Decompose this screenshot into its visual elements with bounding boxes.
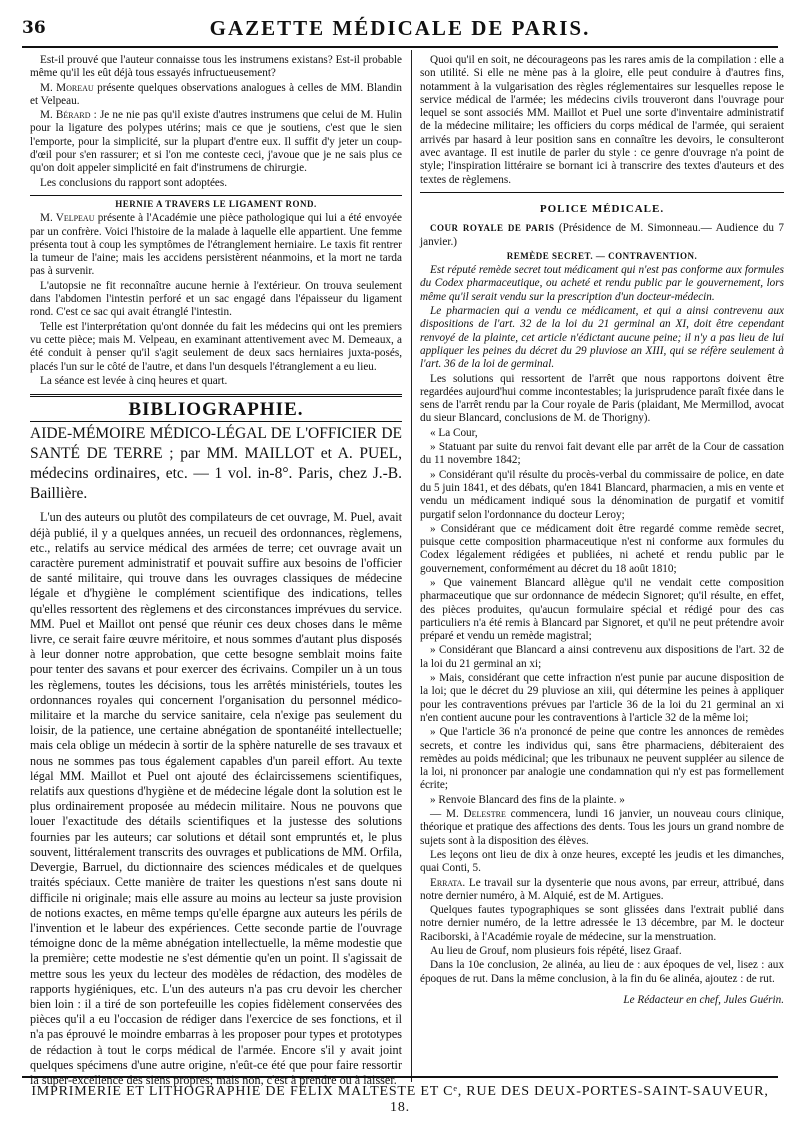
paragraph: » Mais, considérant que cette infraction n'est punie par aucune disposition de la loi; que le décret du 29 pluviose an xiii, qui détermine les peines à appliquer pour les contraventions prévues par l'article 36 de la loi du 21 germinal an xi n'en contient aucune pour les contraventions à l'article 32 de la même loi;	[420, 672, 784, 724]
paragraph: Au lieu de Grouf, nom plusieurs fois répété, lisez Graaf.	[430, 945, 682, 957]
section-divider	[30, 421, 402, 422]
paragraph	[30, 212, 402, 278]
paragraph	[30, 82, 402, 109]
column-divider	[411, 50, 412, 1082]
left-column	[30, 54, 403, 1087]
paragraph-text: présente quelques observations analogues à celles de MM. Blandin et Velpeau.	[30, 81, 403, 107]
editor-signature: Le Rédacteur en chef, Jules Guérin.	[623, 993, 784, 1006]
paragraph: » Que vainement Blancard allègue qu'il ne vendait cette composition pharmaceutique que sur ordonnance de médecin Signoret; qu'il résulte, en effet, des pièces produites, qu'aucun formulaire spécial et rédigé pour des cas particuliers n'a été remis à Blancard par Signoret, et qu'il ne peut prétendre avoir préparé et vendu un remède magistral;	[420, 576, 784, 643]
section-divider	[30, 195, 402, 196]
paragraph: » Renvoie Blancard des fins de la plainte. »	[430, 793, 625, 806]
paragraph-text: (Présidence de M. Simonneau.— Audience du 7 janvier.)	[420, 222, 784, 248]
paragraph: Les leçons ont lieu de dix à onze heures, excepté les jeudis et les dimanches, quai Conti, 5.	[420, 848, 784, 875]
page-header	[22, 14, 778, 44]
section-divider	[420, 192, 784, 193]
section-subheading: HERNIE A TRAVERS LE LIGAMENT ROND.	[115, 198, 317, 209]
section-heading: POLICE MÉDICALE.	[539, 202, 665, 215]
paragraph: Les conclusions du rapport sont adoptées.	[40, 176, 228, 189]
paragraph: » Statuant par suite du renvoi fait devant elle par arrêt de la Cour de cassation du 11 novembre 1842;	[420, 441, 784, 467]
header-rule	[22, 46, 778, 48]
paragraph: » Considérant que Blancard a ainsi contrevenu aux dispositions de l'art. 32 de la loi du 21 germinal an xi;	[420, 644, 784, 670]
speaker-name: M. Velpeau	[40, 212, 95, 225]
paragraph: Quoi qu'il en soit, ne décourageons pas les rares amis de la compilation : elle a son utilité. Si elle ne mène pas à la gloire, elle peut conduire à d'autres fins, notamment à la vulgarisation des règles réglementaires sur lesquelles repose le service médical de l'armée; les médecins civils trouveront dans l'ouvrage pour lequel se sont associés MM. Maillot et Puel une sorte d'inventaire administratif de la médecine militaire; les officiers du corps médical de l'armée, qui seraient arrivés par hasard à leur position sans en connaître les devoirs, le consulteront avec avantage. Il est inutile de parler du style : ce genre d'ouvrage n'a point de style; l'inspiration littéraire se bornant ici à transcrire des textes d'auteurs et des textes de règlemens.	[420, 54, 784, 186]
paragraph: » Considérant qu'il résulte du procès-verbal du commissaire de police, en date du 5 juin 1841, et des débats, qu'en 1841 Blancard, pharmacien, a mis en vente et vendu un médicament indiqué sous la dénomination de purgatif et vomitif purgatif selon l'ordonnance du docteur Leroy;	[420, 468, 784, 521]
errata-label: Errata.	[430, 876, 466, 889]
speaker-name: M. Bérard	[40, 109, 91, 122]
paragraph: Quelques fautes typographiques se sont glissées dans l'extrait publié dans notre dernier numéro, de la lettre adressée le 13 décembre, par M. le docteur Raciborski, à l'Académie royale de médecine, sur la menstruation.	[420, 904, 784, 943]
book-review-text: L'un des auteurs ou plutôt des compilateurs de cet ouvrage, M. Puel, avait déjà publié, il y a quelques années, un recueil des ordonnances, règlemens, etc., relatifs au service médical des armées de terre; cet ouvrage avait un caractère purement administratif et pouvait suffire aux besoins de l'officier de santé militaire, qui trouve dans les ouvrages classiques de médecine légale et d'hygiène le complément scientifique des indications, telles qu'elles ressortent des règlemens et des circonstances imprévues du service. MM. Puel et Maillot ont pensé que réunir ces deux choses dans le même livre, ce serait faire œuvre méritoire, et nous sommes d'autant plus disposés à leur donner notre approbation, que cette besogne semblait moins faite pour tenter des savans et pour exercer des écrivains. Compiler un à un tous les règlemens, toutes les décisions, tous les arrêtés ministériels, toutes les ordonnances royales qui concernent l'organisation du personnel médico-militaire et la marche du service sanitaire, cela n'exige pas seulement du loisir, de la patience, une certaine abnégation de spontanéité intellectuelle; mais cela oblige un médecin à sortir de la sphère naturelle de ses travaux et nous ne sommes pas tous également capables d'un pareil effort. Au texte légal MM. Maillot et Puel ont ajouté des éclaircissemens scientifiques, relatifs aux questions d'hygiène et de médecine légale dont la solution est le plus ordinairement proposée au médecin militaire. Nous ne pouvons que louer l'exactitude des détails scientifiques et la justesse des solutions fournies par les auteurs; car solutions et détail sont empruntés et, le plus souvent, littéralement transcrits des ouvrages et publications de MM. Orfila, Devergie, Barruel, du dictionnaire des sciences médicales et de quelques traités spéciaux. Cette manière de traiter les questions n'est sans doute ni difficile ni originale; mais elle assure au moins au lecteur sa juste provision de notions exactes, en même temps qu'elle épargne aux auteurs les périls de l'invention et le labeur des expériences. Cette seconde partie de l'ouvrage témoigne donc de la même abnégation intellectuelle, la même modestie que la première; cette modestie ne s'est démentie qu'en un point. Il s'agissait de mettre sous les yeux du lecteur des modèles de rédaction, des modèles de rapports hygiéniques, etc. L'un des auteurs n'a pas cru devoir les chercher bien loin : il a tiré de son portefeuille les copies fidèlement conservées des pièces qu'il a eu l'occasion de rédiger dans l'exercice de ses fonctions, et il n'a pas éprouvé le moindre embarras à les proposer pour types et prototypes de rédaction à tout le corps médical de l'armée. Encore s'il y avait joint quelques spécimens d'une autre origine, n'eût-ce été que pour faire ressortir la super-excellence des siens propres; mais non, c'est à prendre ou à laisser.	[30, 510, 402, 1087]
page-title: GAZETTE MÉDICALE DE PARIS.	[209, 16, 591, 40]
paragraph: Telle est l'interprétation qu'ont donnée du fait les médecins qui ont les premiers vu cette pièce; mais M. Velpeau, en examinant attentivement avec M. Demeaux, a été conduit à penser qu'il s'agit seulement de deux sacs herniaires juxta-posés, placés l'un sur le côté de l'autre, et dans l'un desquels l'étranglement a eu lieu.	[30, 320, 402, 373]
page-number: 36	[22, 18, 46, 38]
paragraph: Est-il prouvé que l'auteur connaisse tous les instrumens existans? Est-il probable même qu'il les eût déjà tous essayés infructueusement?	[30, 54, 402, 80]
summary-italic: Est réputé remède secret tout médicament qui n'est pas conforme aux formules du Codex pharmaceutique, ou acheté et rendu public par le gouvernement, lors même qu'il serait vendu sur la prescription d'un docteur-médecin.	[420, 264, 784, 303]
summary-italic: Le pharmacien qui a vendu ce médicament, et qui a ainsi contrevenu aux dispositions de l'art. 32 de la loi du 21 germinal an XI, doit être cependant renvoyé de la plainte, cet article n'édictant aucune peine; il n'y a pas lieu de lui appliquer les peines du décret du 29 pluviose an XIII, qui se réfère seulement à l'art. 36 de la loi de germinal.	[420, 305, 784, 371]
paragraph	[420, 222, 784, 249]
paragraph	[420, 808, 784, 848]
paragraph-text: commencera, lundi 16 janvier, un nouveau cours clinique, théorique et pratique des affections des dents. Tous les jours un grand nombre de sujets sont à la disposition des élèves.	[420, 808, 784, 847]
paragraph-text: présente à l'Académie une pièce pathologique qui lui a été envoyée par un confrère. Voici l'histoire de la malade à laquelle elle appartient. Une femme présenta tout à coup les symptômes de l'étranglement herniaire. Le taxis fit rentrer la tumeur de l'aine; mais les accidens persistèrent néanmoins, et la mort ne tarda pas à survenir.	[30, 212, 402, 278]
paragraph-text: : Je ne nie pas qu'il existe d'autres instrumens que celui de M. Hulin pour la ligature des polypes utérins; mais ce que je soutiens, c'est que le sien l'emporte, pour la simplicité, sur la plupart d'entre eux. Il suffit d'y jeter un coup-d'œil pour s'en rassurer; et si l'on me conteste ceci, j'avoue que je ne sais plus ce qu'on doit appeler simplicité en fait d'instrumens de chirurgie.	[30, 109, 403, 175]
paragraph: » Que l'article 36 n'a prononcé de peine que contre les annonces de remèdes secrets, et contre les individus qui, sans être pharmaciens, débiteraient des remèdes au poids médicinal; que les tribunaux ne peuvent suppléer au silence de la loi, ni prononcer par analogie une condamnation qui n'y est pas formellement écrite;	[420, 726, 784, 792]
paragraph	[30, 109, 402, 175]
paragraph: L'autopsie ne fit reconnaître aucune hernie à l'extérieur. On trouva seulement dans l'abdomen l'intestin perforé et un sac engagé dans l'épaisseur du ligament rond. C'est ce sac qui avait étranglé l'intestin.	[30, 279, 402, 319]
section-heading: BIBLIOGRAPHIE.	[128, 399, 304, 421]
paragraph: La séance est levée à cinq heures et quart.	[40, 374, 228, 387]
printer-footer: IMPRIMERIE ET LITHOGRAPHIE DE FÉLIX MALTESTE ET Cᵉ, RUE DES DEUX-PORTES-SAINT-SAUVEUR, 18.	[22, 1076, 778, 1116]
paragraph	[420, 877, 784, 904]
paragraph: Les solutions qui ressortent de l'arrêt que nous rapportons doivent être regardées aujourd'hui comme incontestables; la jurisprudence paraît fixée dans le sens de l'arrêt rendu par la Cour royale de Paris (plaidant, Me Mermillod, avocat du sieur Blancard, conclusions de M. de Thorigny).	[420, 372, 784, 425]
paragraph: » Considérant que ce médicament doit être regardé comme remède secret, puisque cette composition pharmaceutique n'est ni conforme aux formules du Codex légalement rédigées et publiées, ni acheté et rendu public par le gouvernement, conformément au décret du 18 août 1810;	[420, 522, 784, 575]
speaker-name: M. Moreau	[40, 81, 94, 94]
speaker-name: — M. Delestre	[430, 808, 506, 821]
section-divider	[30, 394, 402, 397]
paragraph: Dans la 10e conclusion, 2e alinéa, au lieu de : aux époques de vel, lisez : aux époques de rut. Dans la même conclusion, à la fin du 6e alinéa, ajoutez : de rut.	[420, 959, 784, 985]
section-subheading: REMÈDE SECRET. — CONTRAVENTION.	[506, 250, 698, 261]
paragraph: « La Cour,	[430, 426, 478, 439]
book-title: AIDE-MÉMOIRE MÉDICO-LÉGAL DE L'OFFICIER DE SANTÉ DE TERRE ; par MM. MAILLOT et A. PUEL, médecins ordinaires, etc. — 1 vol. in-8°. Paris, chez J.-B. Baillière.	[30, 425, 402, 503]
paragraph-text: Le travail sur la dysenterie que nous avons, par erreur, attribué, dans notre dernier numéro, à M. Alquié, est de M. Artigues.	[420, 876, 784, 902]
court-name: COUR ROYALE DE PARIS	[430, 223, 555, 234]
right-column	[420, 54, 784, 1078]
